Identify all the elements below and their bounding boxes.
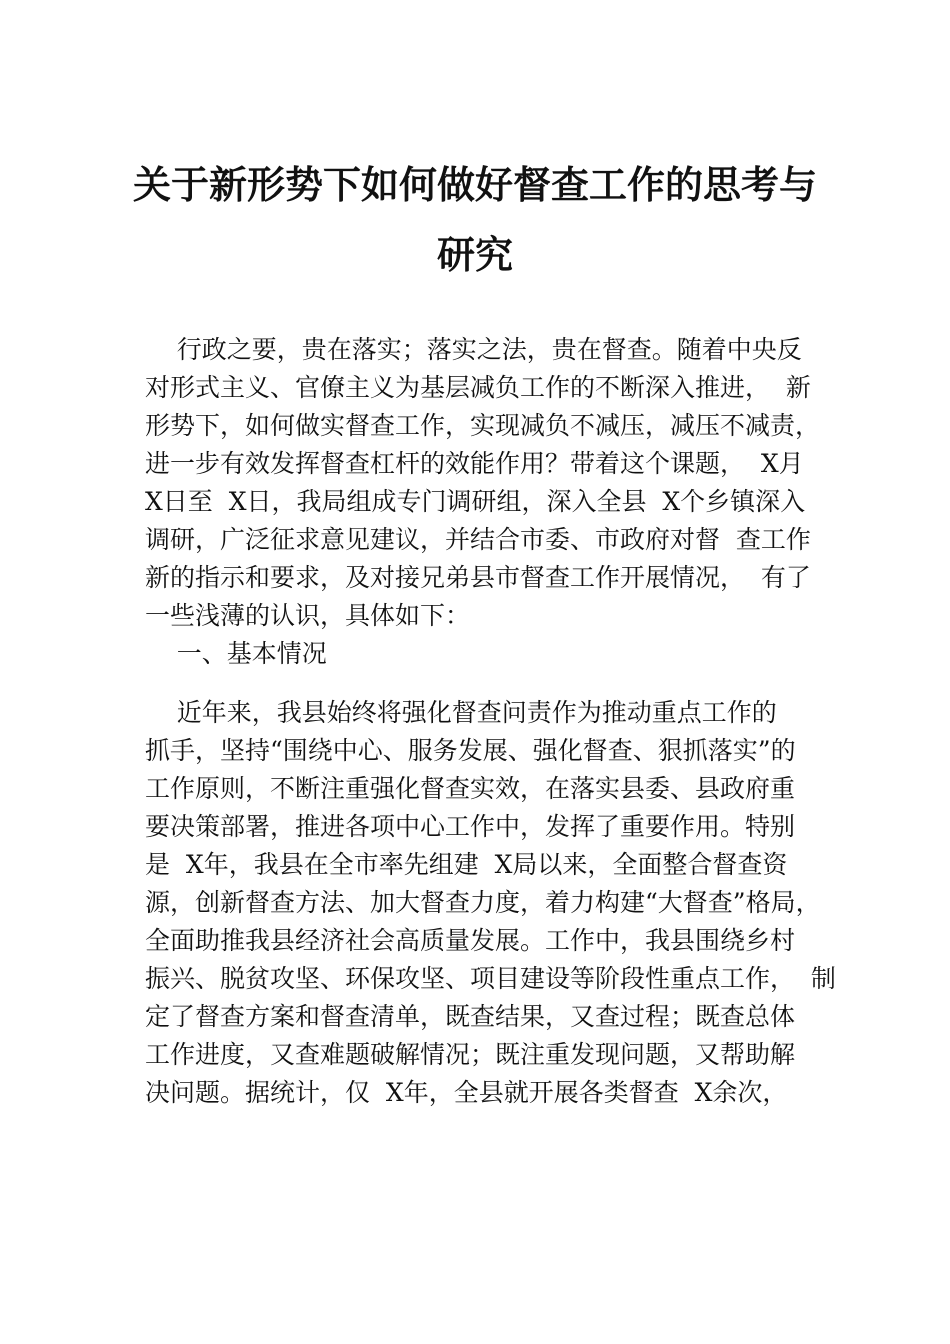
body-line-12: 工作原则，不断注重强化督查实效，在落实县委、县政府重 [145, 774, 796, 803]
body-line-20: 决问题。据统计，仅 X年，全县就开展各类督查 X余次， [145, 1078, 788, 1107]
body-line-2: 对形式主义、官僚主义为基层减负工作的不断深入推进， 新 [145, 373, 811, 402]
section-heading-basic-situation: 一、基本情况 [145, 639, 327, 668]
body-line-4: 进一步有效发挥督查杠杆的效能作用？带着这个课题， X月 [145, 449, 804, 478]
body-line-19: 工作进度，又查难题破解情况；既注重发现问题，又帮助解 [145, 1040, 796, 1069]
body-line-10: 近年来，我县始终将强化督查问责作为推动重点工作的 [145, 698, 777, 727]
document-title-line-2: 研究 [436, 232, 513, 277]
body-line-1: 行政之要，贵在落实；落实之法，贵在督查。随着中央反 [145, 335, 802, 364]
body-line-7: 新的指示和要求，及对接兄弟县市督查工作开展情况， 有了 [145, 563, 811, 592]
body-line-14: 是 X年，我县在全市率先组建 X局以来，全面整合督查资 [145, 850, 788, 879]
body-line-13: 要决策部署，推进各项中心工作中，发挥了重要作用。特别 [145, 812, 796, 841]
body-line-3: 形势下，如何做实督查工作，实现减负不减压，减压不减责， [145, 411, 821, 440]
body-line-18: 定了督查方案和督查清单，既查结果，又查过程；既查总体 [145, 1002, 796, 1031]
body-line-6: 调研，广泛征求意见建议，并结合市委、市政府对督 查工作 [145, 525, 811, 554]
body-line-5: X日至 X日，我局组成专门调研组，深入全县 X个乡镇深入 [145, 487, 806, 516]
body-line-15: 源，创新督查方法、加大督查力度，着力构建“大督查”格局， [145, 888, 821, 917]
body-line-11: 抓手，坚持“围绕中心、服务发展、强化督查、狠抓落实”的 [145, 736, 796, 765]
body-line-8: 一些浅薄的认识，具体如下： [145, 601, 471, 630]
document-title-line-1: 关于新形势下如何做好督查工作的思考与 [132, 162, 817, 207]
body-line-16: 全面助推我县经济社会高质量发展。工作中，我县围绕乡村 [145, 926, 796, 955]
body-line-17: 振兴、脱贫攻坚、环保攻坚、项目建设等阶段性重点工作， 制 [145, 964, 836, 993]
